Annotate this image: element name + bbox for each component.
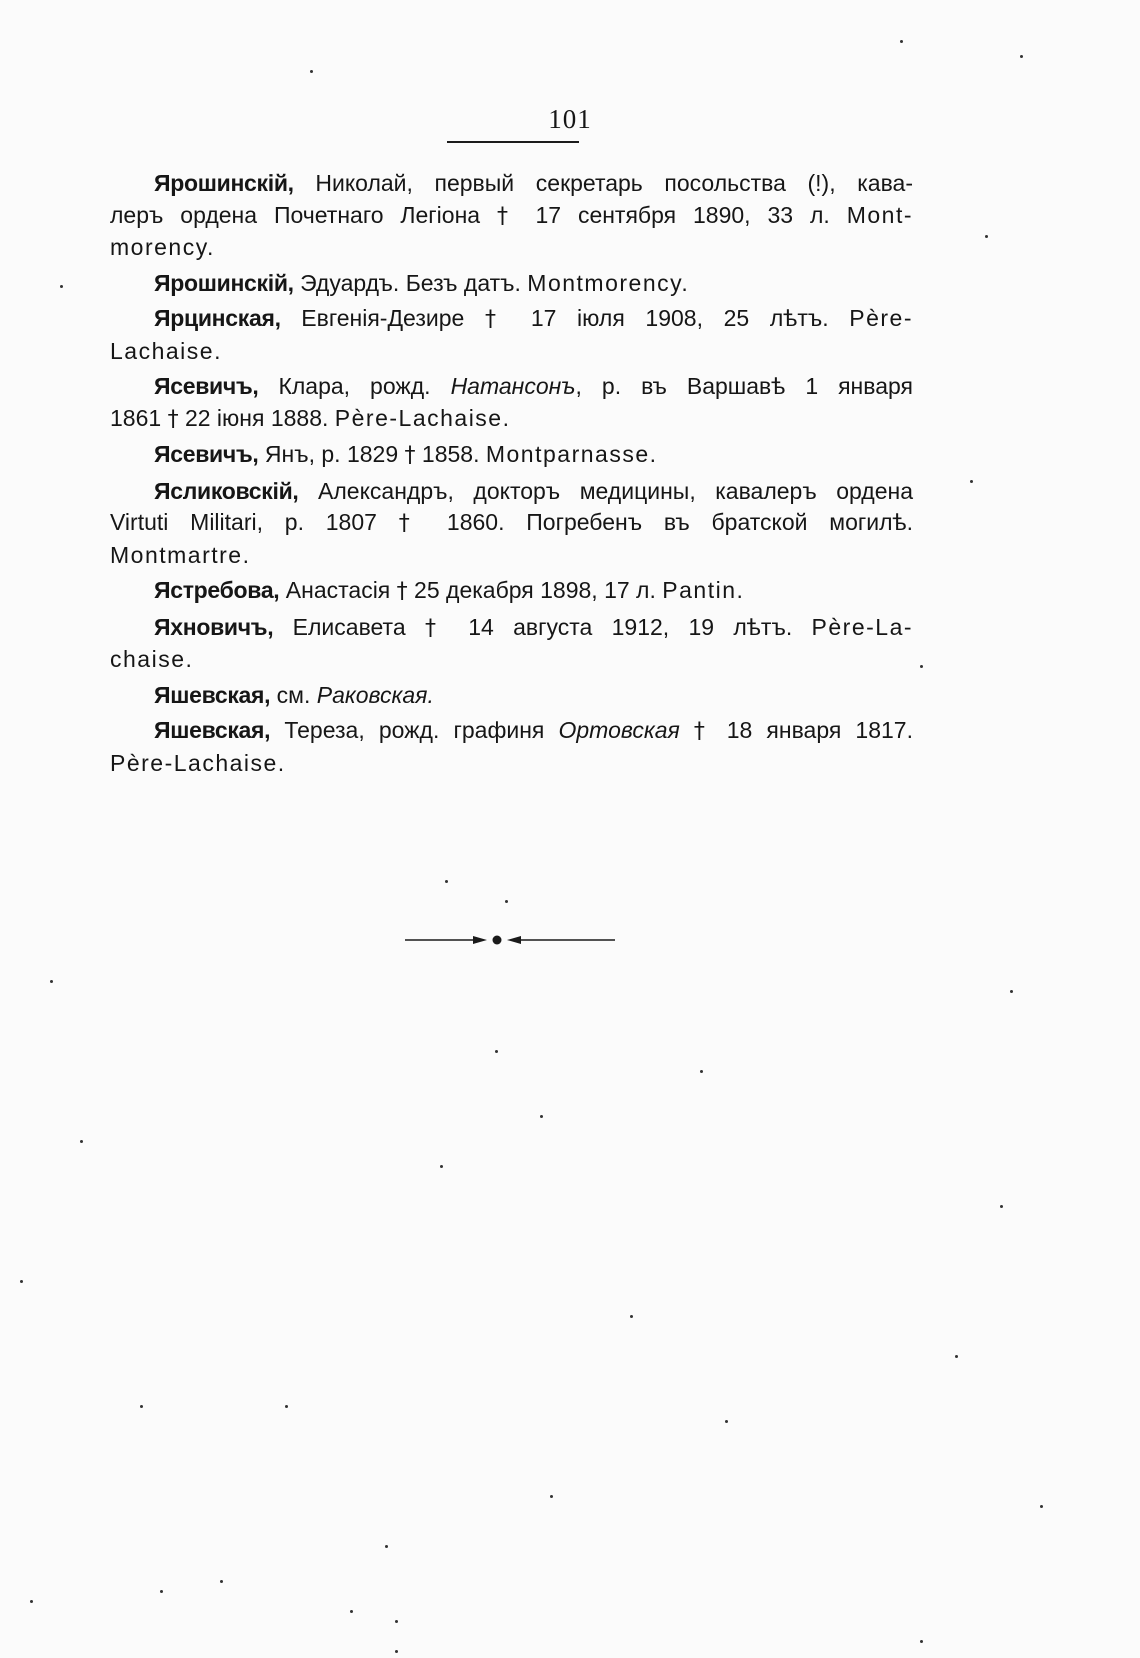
entries-list xyxy=(110,168,913,783)
entry-text: 1860. Погребенъ въ братской могилѣ. xyxy=(425,509,914,535)
entry-surname: Яшевская, xyxy=(154,717,271,743)
page-number-rule xyxy=(447,141,579,143)
entry-place: Père- xyxy=(849,305,914,331)
end-ornament-icon xyxy=(405,930,615,950)
entry-text: 1861 xyxy=(110,404,168,431)
entry-text: Николай, первый секретарь посольства (!), кава- xyxy=(293,170,913,196)
death-cross-icon: † xyxy=(497,203,519,229)
entry-maiden-name: Ортовская xyxy=(558,717,680,743)
death-cross-icon: † xyxy=(398,511,426,536)
entry-place: Mont- xyxy=(846,201,913,228)
entry-line xyxy=(110,268,913,300)
entry-line xyxy=(110,575,913,608)
entry xyxy=(110,439,913,472)
entry-surname: Ясевичъ, xyxy=(154,441,259,467)
entry-line xyxy=(110,680,913,712)
entry-surname: Ярошинскій, xyxy=(154,170,294,196)
entry xyxy=(110,168,913,264)
entry-line xyxy=(110,507,913,540)
entry-line xyxy=(110,439,913,472)
entry-line xyxy=(110,715,913,748)
entry-place: Lachaise. xyxy=(110,337,222,364)
entry-maiden-name: Натансонъ xyxy=(450,373,576,399)
entry-text: 18 января 1817. xyxy=(712,717,913,743)
entry-text: Клара, рожд. xyxy=(258,373,451,399)
death-cross-icon: † xyxy=(167,406,179,432)
death-cross-icon: † xyxy=(693,719,713,744)
entry-place: Montmorency. xyxy=(527,269,690,296)
death-cross-icon: † xyxy=(424,615,449,641)
entry-text: 25 декабря 1898, 17 л. xyxy=(407,577,663,603)
entry xyxy=(110,303,913,367)
entry-surname: Ясевичъ, xyxy=(154,373,259,399)
entry-line xyxy=(110,200,913,233)
entry-text: Тереза, рожд. графиня xyxy=(270,717,559,743)
entry xyxy=(110,715,913,779)
entry-line xyxy=(110,476,913,508)
entry-text: 22 іюня 1888. xyxy=(178,404,335,431)
entry-surname: Ястребова, xyxy=(154,577,280,603)
death-cross-icon: † xyxy=(404,443,416,468)
entry-line xyxy=(110,371,913,403)
entry-text: , р. въ Варшавѣ 1 января xyxy=(575,373,913,399)
entry-place: morency. xyxy=(110,234,215,260)
entry-text: 14 августа 1912, 19 лѣтъ. xyxy=(448,613,812,640)
entry-text: Эдуардъ. Безъ датъ. xyxy=(293,269,528,296)
entry-line xyxy=(110,303,913,336)
entry-cross-reference: Раковская. xyxy=(316,681,434,708)
entry-text: Елисавета xyxy=(273,613,425,640)
entry-place: Montparnasse. xyxy=(485,441,658,467)
entry-place: chaise. xyxy=(110,646,194,672)
entry xyxy=(110,680,913,712)
entry-place: Père-Lachaise. xyxy=(334,404,511,431)
entry-text xyxy=(680,717,694,743)
entry-text: Александръ, докторъ медицины, кавалеръ ордена xyxy=(298,477,913,504)
entry-text: Евгенія-Дезире xyxy=(280,305,485,331)
entry-line xyxy=(110,168,913,200)
entry-text: 17 сентября 1890, 33 л. xyxy=(518,201,847,228)
entry-surname: Ярошинскій, xyxy=(154,269,294,296)
entry-text: леръ ордена Почетнаго Легіона xyxy=(110,201,497,228)
entry-text: см. xyxy=(270,681,317,708)
entry-surname: Яшевская, xyxy=(154,681,271,708)
page-number: 101 xyxy=(548,104,592,134)
entry xyxy=(110,476,913,572)
entry-text: 17 іюля 1908, 25 лѣтъ. xyxy=(510,305,850,331)
entry xyxy=(110,612,913,676)
death-cross-icon: † xyxy=(396,579,408,604)
entry-text: Анастасія xyxy=(279,577,397,603)
entry-text: 1858. xyxy=(415,441,486,467)
entry-place: Père-Lachaise. xyxy=(110,749,286,776)
entry xyxy=(110,268,913,300)
entry-text: Virtuti Militari, р. 1807 xyxy=(110,509,399,535)
entry-place: Père-La- xyxy=(811,613,914,640)
entry-surname: Ясликовскій, xyxy=(154,477,299,504)
entry-line xyxy=(110,612,913,645)
entry-surname: Яхновичъ, xyxy=(154,613,274,640)
entry-text: Янъ, р. 1829 xyxy=(258,441,405,467)
entry-place: Montmartre. xyxy=(110,541,251,568)
entry xyxy=(110,575,913,608)
entry-place: Pantin. xyxy=(662,577,745,603)
entry-surname: Ярцинская, xyxy=(154,305,281,331)
entry-line xyxy=(110,403,913,436)
death-cross-icon: † xyxy=(484,307,511,332)
entry xyxy=(110,371,913,435)
